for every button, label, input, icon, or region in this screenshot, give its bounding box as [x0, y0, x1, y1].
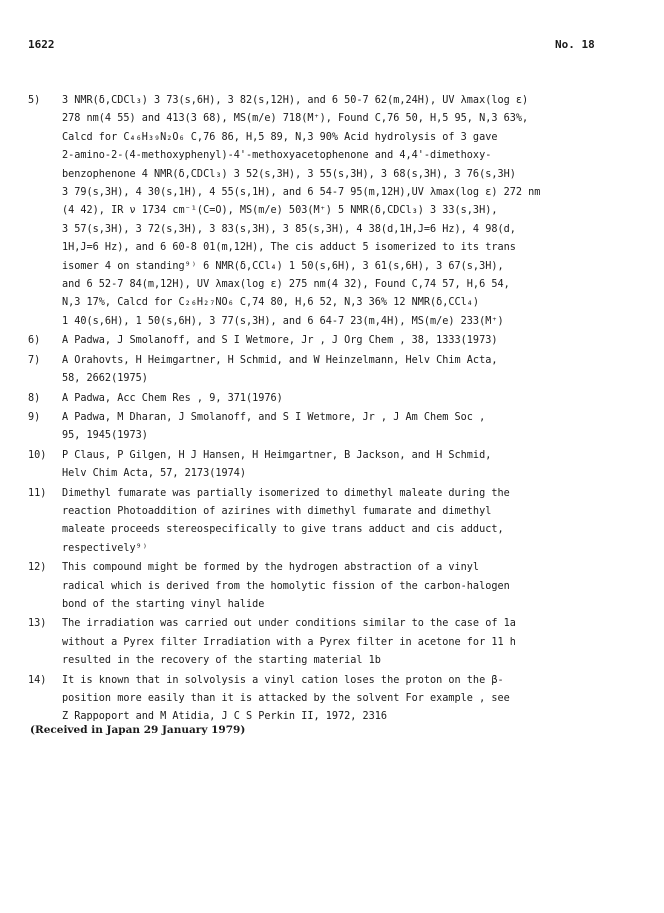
note-number: 6) [28, 335, 41, 347]
references-list [28, 92, 623, 728]
note-line: A Padwa, J Smolanoff, and S I Wetmore, Jr , J Org Chem , 38, 1333(1973) [62, 335, 498, 347]
note-line: 3 57(s,3H), 3 72(s,3H), 3 83(s,3H), 3 85(s,3H), 4 38(d,1H,J=6 Hz), 4 98(d, [62, 223, 516, 235]
note-number: 7) [28, 354, 41, 366]
note-line: and 6 52-7 84(m,12H), UV λmax(log ε) 275 nm(4 32), Found C,74 57, H,6 54, [62, 279, 510, 291]
note-6 [28, 332, 623, 350]
note-line: radical which is derived from the homolytic fission of the carbon-halogen [62, 580, 510, 592]
note-number: 14) [28, 674, 47, 686]
note-14 [28, 672, 623, 727]
note-line: Calcd for C₄₆H₃₉N₂O₆ C,76 86, H,5 89, N,3 90% Acid hydrolysis of 3 gave [62, 131, 498, 143]
note-line: N,3 17%, Calcd for C₂₆H₂₇NO₆ C,74 80, H,6 52, N,3 36% 12 NMR(δ,CCl₄) [62, 297, 480, 309]
note-13 [28, 615, 623, 670]
note-line: It is known that in solvolysis a vinyl cation loses the proton on the β- [62, 674, 504, 686]
note-line: maleate proceeds stereospecifically to give trans adduct and cis adduct, [62, 524, 504, 536]
note-line: without a Pyrex filter Irradiation with a Pyrex filter in acetone for 11 h [62, 636, 516, 648]
note-line: 1H,J=6 Hz), and 6 60-8 01(m,12H), The cis adduct 5 isomerized to its trans [62, 242, 516, 254]
note-12 [28, 559, 623, 614]
note-line: resulted in the recovery of the starting material 1b [62, 655, 381, 667]
note-line: 3 NMR(δ,CDCl₃) 3 73(s,6H), 3 82(s,12H), and 6 50-7 62(m,24H), UV λmax(log ε) [62, 95, 529, 106]
note-line: benzophenone 4 NMR(δ,CDCl₃) 3 52(s,3H), 3 55(s,3H), 3 68(s,3H), 3 76(s,3H) [62, 168, 516, 180]
note-10 [28, 447, 623, 484]
note-line: bond of the starting vinyl halide [62, 598, 265, 610]
note-number: 8) [28, 392, 41, 404]
note-line: Z Rappoport and M Atidia, J C S Perkin II, 1972, 2316 [62, 711, 388, 723]
note-11 [28, 485, 623, 559]
note-line: (4 42), IR ν 1734 cm⁻¹(C=O), MS(m/e) 503(M⁺) 5 NMR(δ,CDCl₃) 3 33(s,3H), [62, 205, 498, 217]
note-line: 58, 2662(1975) [62, 373, 148, 385]
note-number: 12) [28, 562, 47, 574]
page-number: 1622 [28, 38, 55, 51]
note-7 [28, 352, 623, 389]
note-number: 11) [28, 487, 47, 499]
note-line: A Padwa, M Dharan, J Smolanoff, and S I Wetmore, Jr , J Am Chem Soc , [62, 411, 486, 423]
note-line: isomer 4 on standing⁹⁾ 6 NMR(δ,CCl₄) 1 50(s,6H), 3 61(s,6H), 3 67(s,3H), [62, 260, 504, 272]
note-line: 3 79(s,3H), 4 30(s,1H), 4 55(s,1H), and 6 54-7 95(m,12H),UV λmax(log ε) 272 nm [62, 187, 541, 199]
note-line: 95, 1945(1973) [62, 430, 148, 442]
note-line: 2-amino-2-(4-methoxyphenyl)-4'-methoxyacetophenone and 4,4'-dimethoxy- [62, 150, 492, 162]
note-line: position more easily than it is attacked by the solvent For example , see [62, 693, 510, 704]
note-line: Dimethyl fumarate was partially isomerized to dimethyl maleate during the [62, 487, 510, 499]
note-9 [28, 409, 623, 446]
note-line: The irradiation was carried out under conditions similar to the case of 1a [62, 618, 516, 630]
journal-issue: No. 18 [555, 38, 595, 51]
note-number: 5) [28, 95, 41, 106]
note-number: 13) [28, 618, 47, 630]
note-8 [28, 390, 623, 408]
note-line: reaction Photoaddition of azirines with dimethyl fumarate and dimethyl [62, 505, 492, 517]
note-line: P Claus, P Gilgen, H J Hansen, H Heimgartner, B Jackson, and H Schmid, [62, 449, 492, 461]
note-number: 9) [28, 411, 41, 423]
note-line: 1 40(s,6H), 1 50(s,6H), 3 77(s,3H), and 6 64-7 23(m,4H), MS(m/e) 233(M⁺) [62, 315, 504, 327]
note-line: This compound might be formed by the hydrogen abstraction of a vinyl [62, 562, 480, 574]
received-date: (Received in Japan 29 January 1979) [30, 724, 246, 736]
note-line: A Padwa, Acc Chem Res , 9, 371(1976) [62, 392, 283, 404]
note-line: 278 nm(4 55) and 413(3 68), MS(m/e) 718(M⁺), Found C,76 50, H,5 95, N,3 63%, [62, 113, 529, 125]
note-line: respectively⁹⁾ [62, 542, 148, 554]
note-5 [28, 92, 623, 331]
note-line: Helv Chim Acta, 57, 2173(1974) [62, 468, 247, 480]
note-line: A Orahovts, H Heimgartner, H Schmid, and W Heinzelmann, Helv Chim Acta, [62, 354, 498, 366]
note-number: 10) [28, 449, 47, 461]
